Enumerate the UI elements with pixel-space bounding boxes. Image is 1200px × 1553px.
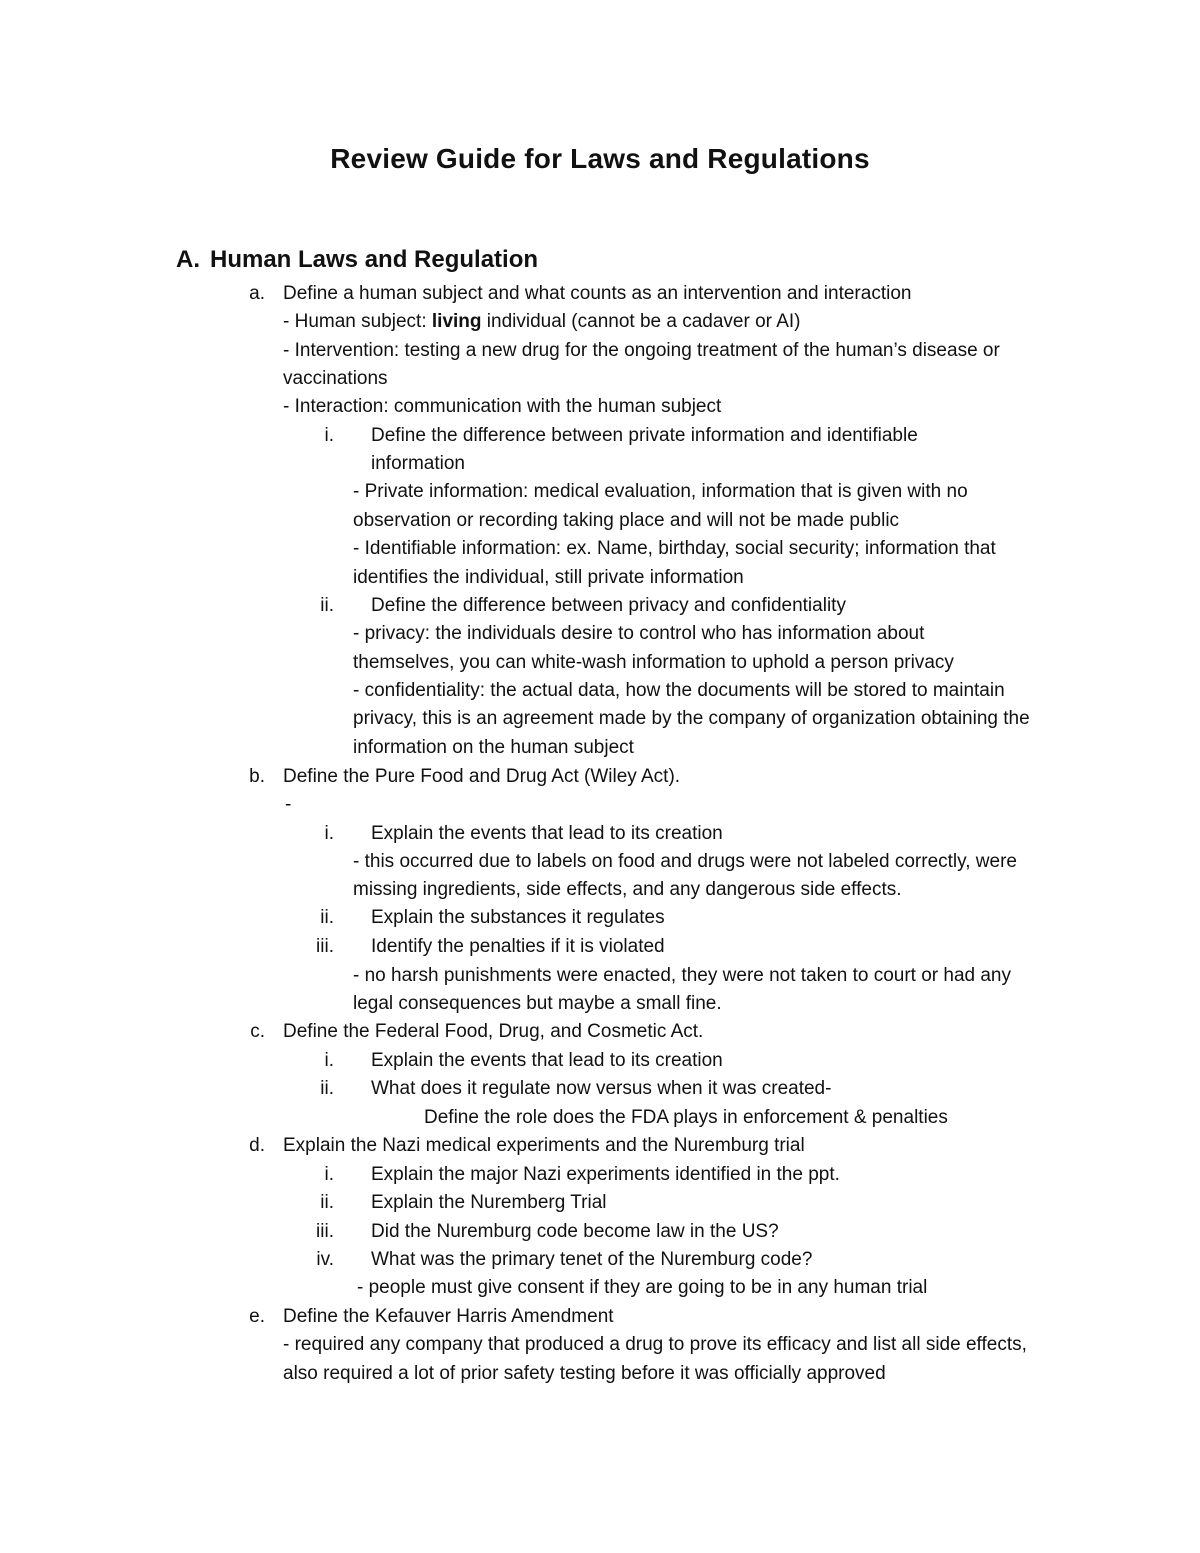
section-heading bbox=[176, 246, 538, 274]
item-d-marker: d. bbox=[249, 1135, 265, 1156]
item-a-marker: a. bbox=[249, 283, 265, 304]
item-d-text: Explain the Nazi medical experiments and the Nuremburg trial bbox=[283, 1135, 805, 1156]
item-b-marker: b. bbox=[249, 766, 265, 787]
item-e-marker: e. bbox=[249, 1306, 265, 1327]
item-a-i-note-private-cont: observation or recording taking place and will not be made public bbox=[353, 510, 900, 531]
item-b-i-text: Explain the events that lead to its creation bbox=[371, 823, 723, 844]
item-b-text: Define the Pure Food and Drug Act (Wiley Act). bbox=[283, 766, 681, 787]
section-title: Human Laws and Regulation bbox=[210, 246, 539, 273]
item-b-iii-note: - no harsh punishments were enacted, they were not taken to court or had any bbox=[353, 965, 1011, 986]
item-d-ii-marker: ii. bbox=[320, 1192, 334, 1213]
item-b-i-note-cont: missing ingredients, side effects, and any dangerous side effects. bbox=[353, 879, 902, 900]
item-a-i-text: Define the difference between private information and identifiable bbox=[371, 425, 918, 446]
item-e-text: Define the Kefauver Harris Amendment bbox=[283, 1306, 614, 1327]
item-d-ii-text: Explain the Nuremberg Trial bbox=[371, 1192, 607, 1213]
page-title: Review Guide for Laws and Regulations bbox=[330, 143, 870, 174]
item-a-note-intervention-cont: vaccinations bbox=[283, 368, 388, 389]
item-a-text: Define a human subject and what counts as an intervention and interaction bbox=[283, 283, 912, 304]
item-a-i-text-cont: information bbox=[371, 453, 465, 474]
item-b-ii-text: Explain the substances it regulates bbox=[371, 907, 665, 928]
item-c-ii-marker: ii. bbox=[320, 1078, 334, 1099]
item-c-ii-text-cont: Define the role does the FDA plays in enforcement & penalties bbox=[424, 1107, 948, 1128]
item-d-iii-text: Did the Nuremburg code become law in the US? bbox=[371, 1221, 779, 1242]
item-b-iii-marker: iii. bbox=[316, 936, 334, 957]
item-a-ii-text: Define the difference between privacy and confidentiality bbox=[371, 595, 846, 616]
item-d-i-marker: i. bbox=[324, 1164, 334, 1185]
item-a-ii-note-privacy: - privacy: the individuals desire to control who has information about bbox=[353, 623, 925, 644]
item-e-note-cont: also required a lot of prior safety testing before it was officially approved bbox=[283, 1363, 886, 1384]
item-c-i-text: Explain the events that lead to its creation bbox=[371, 1050, 723, 1071]
item-b-dash: - bbox=[285, 794, 292, 815]
item-d-i-text: Explain the major Nazi experiments identified in the ppt. bbox=[371, 1164, 840, 1185]
item-b-iii-text: Identify the penalties if it is violated bbox=[371, 936, 665, 957]
section-marker: A. bbox=[176, 246, 200, 273]
item-a-ii-marker: ii. bbox=[320, 595, 334, 616]
item-d-iv-note: - people must give consent if they are going to be in any human trial bbox=[357, 1277, 928, 1298]
item-b-i-note: - this occurred due to labels on food and drugs were not labeled correctly, were bbox=[353, 851, 1017, 872]
item-a-ii-note-confidentiality-cont: privacy, this is an agreement made by the company of organization obtaining the bbox=[353, 708, 1030, 729]
item-c-i-marker: i. bbox=[324, 1050, 334, 1071]
item-d-iv-marker: iv. bbox=[316, 1249, 334, 1270]
item-e-note: - required any company that produced a drug to prove its efficacy and list all side effects, bbox=[283, 1334, 1027, 1355]
item-c-ii-text: What does it regulate now versus when it was created- bbox=[371, 1078, 832, 1099]
item-b-i-marker: i. bbox=[324, 823, 334, 844]
item-a-ii-note-confidentiality-cont2: information on the human subject bbox=[353, 737, 634, 758]
item-a-note-intervention: - Intervention: testing a new drug for the ongoing treatment of the human’s disease or bbox=[283, 340, 1000, 361]
item-b-iii-note-cont: legal consequences but maybe a small fine. bbox=[353, 993, 722, 1014]
item-a-i-note-identifiable-cont: identifies the individual, still private information bbox=[353, 567, 744, 588]
item-c-text: Define the Federal Food, Drug, and Cosmetic Act. bbox=[283, 1021, 704, 1042]
item-a-i-note-identifiable: - Identifiable information: ex. Name, birthday, social security; information that bbox=[353, 538, 996, 559]
item-a-note-interaction: - Interaction: communication with the human subject bbox=[283, 396, 722, 417]
item-a-i-note-private: - Private information: medical evaluation, information that is given with no bbox=[353, 481, 968, 502]
item-a-ii-note-confidentiality: - confidentiality: the actual data, how the documents will be stored to maintain bbox=[353, 680, 1005, 701]
item-a-note-human-subject: - Human subject: living individual (cannot be a cadaver or AI) bbox=[283, 311, 801, 332]
item-a-i-marker: i. bbox=[324, 425, 334, 446]
item-d-iii-marker: iii. bbox=[316, 1221, 334, 1242]
item-a-ii-note-privacy-cont: themselves, you can white-wash information to uphold a person privacy bbox=[353, 652, 954, 673]
item-d-iv-text: What was the primary tenet of the Nuremburg code? bbox=[371, 1249, 813, 1270]
item-c-marker: c. bbox=[250, 1021, 265, 1042]
item-b-ii-marker: ii. bbox=[320, 907, 334, 928]
